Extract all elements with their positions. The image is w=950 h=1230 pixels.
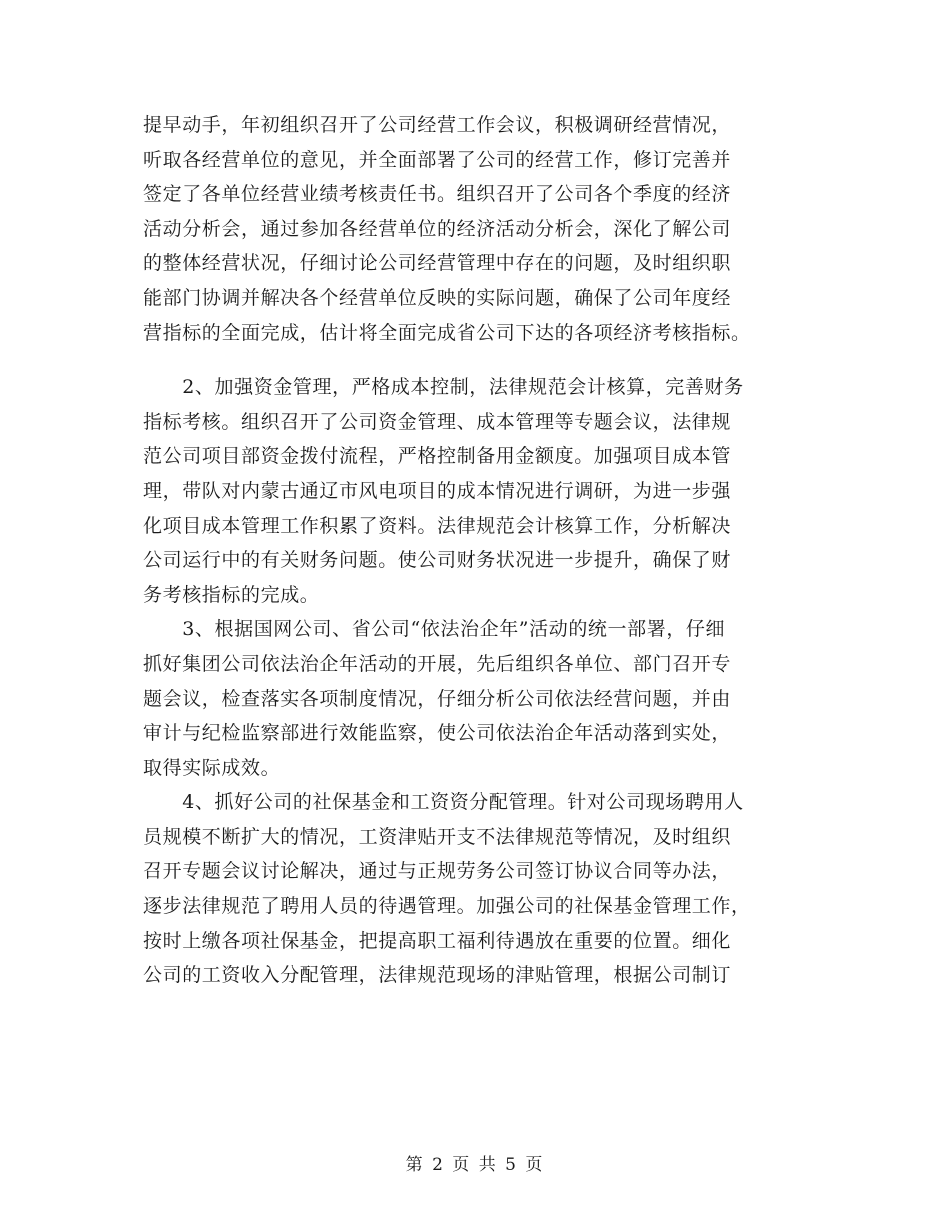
text-line: 抓好集团公司依法治企年活动的开展，先后组织各单位、部门召开专: [143, 652, 732, 675]
text-line: 3、根据国网公司、省公司“依法治企年”活动的统一部署，仔细: [143, 618, 726, 641]
text-line: 提早动手，年初组织召开了公司经营工作会议，积极调研经营情况，: [143, 114, 732, 136]
paragraph-business-management: [143, 108, 808, 350]
text-line: 理，带队对内蒙古通辽市风电项目的成本情况进行调研，为进一步强: [143, 479, 732, 502]
text-line: 能部门协调并解决各个经营单位反映的实际问题，确保了公司年度经: [143, 286, 732, 309]
text-line: 公司运行中的有关财务问题。使公司财务状况进一步提升，确保了财: [143, 549, 732, 572]
text-line: 按时上缴各项社保基金，把提高职工福利待遇放在重要的位置。细化: [143, 929, 732, 952]
text-line: 召开专题会议讨论解决，通过与正规劳务公司签订协议合同等办法，: [143, 860, 732, 883]
text-line: 化项目成本管理工作积累了资料。法律规范会计核算工作，分析解决: [143, 514, 732, 537]
text-line: 取得实际成效。: [143, 756, 281, 779]
text-line: 员规模不断扩大的情况，工资津贴开支不法律规范等情况，及时组织: [143, 825, 732, 848]
text-line: 活动分析会，通过参加各经营单位的经济活动分析会，深化了解公司: [143, 217, 732, 240]
text-line: 逐步法律规范了聘用人员的待遇管理。加强公司的社保基金管理工作，: [143, 895, 751, 918]
paragraph-spacer: [143, 350, 808, 370]
paragraph-funds-management: [143, 370, 808, 612]
text-line: 签定了各单位经营业绩考核责任书。组织召开了公司各个季度的经济: [143, 183, 732, 206]
text-line: 公司的工资收入分配管理，法律规范现场的津贴管理，根据公司制订: [143, 964, 732, 987]
text-line: 的整体经营状况，仔细讨论公司经营管理中存在的问题，及时组织职: [143, 252, 732, 275]
text-line: 务考核指标的完成。: [143, 583, 320, 606]
text-line: 范公司项目部资金拨付流程，严格控制备用金额度。加强项目成本管: [143, 445, 732, 468]
paragraph-social-security: [143, 785, 808, 993]
text-line: 审计与纪检监察部进行效能监察，使公司依法治企年活动落到实处，: [143, 722, 732, 745]
text-line: 题会议，检查落实各项制度情况，仔细分析公司依法经营问题，并由: [143, 687, 732, 710]
document-body: [143, 108, 808, 993]
paragraph-rule-of-law: [143, 612, 808, 785]
text-line: 指标考核。组织召开了公司资金管理、成本管理等专题会议，法律规: [143, 410, 732, 433]
text-line: 营指标的全面完成，估计将全面完成省公司下达的各项经济考核指标。: [143, 321, 751, 344]
text-line: 4、抓好公司的社保基金和工资资分配管理。针对公司现场聘用人: [143, 791, 744, 814]
text-line: 听取各经营单位的意见，并全面部署了公司的经营工作，修订完善并: [143, 148, 732, 171]
text-line: 2、加强资金管理，严格成本控制，法律规范会计核算，完善财务: [143, 376, 744, 399]
page-number-footer: 第 2 页 共 5 页: [405, 1155, 545, 1175]
